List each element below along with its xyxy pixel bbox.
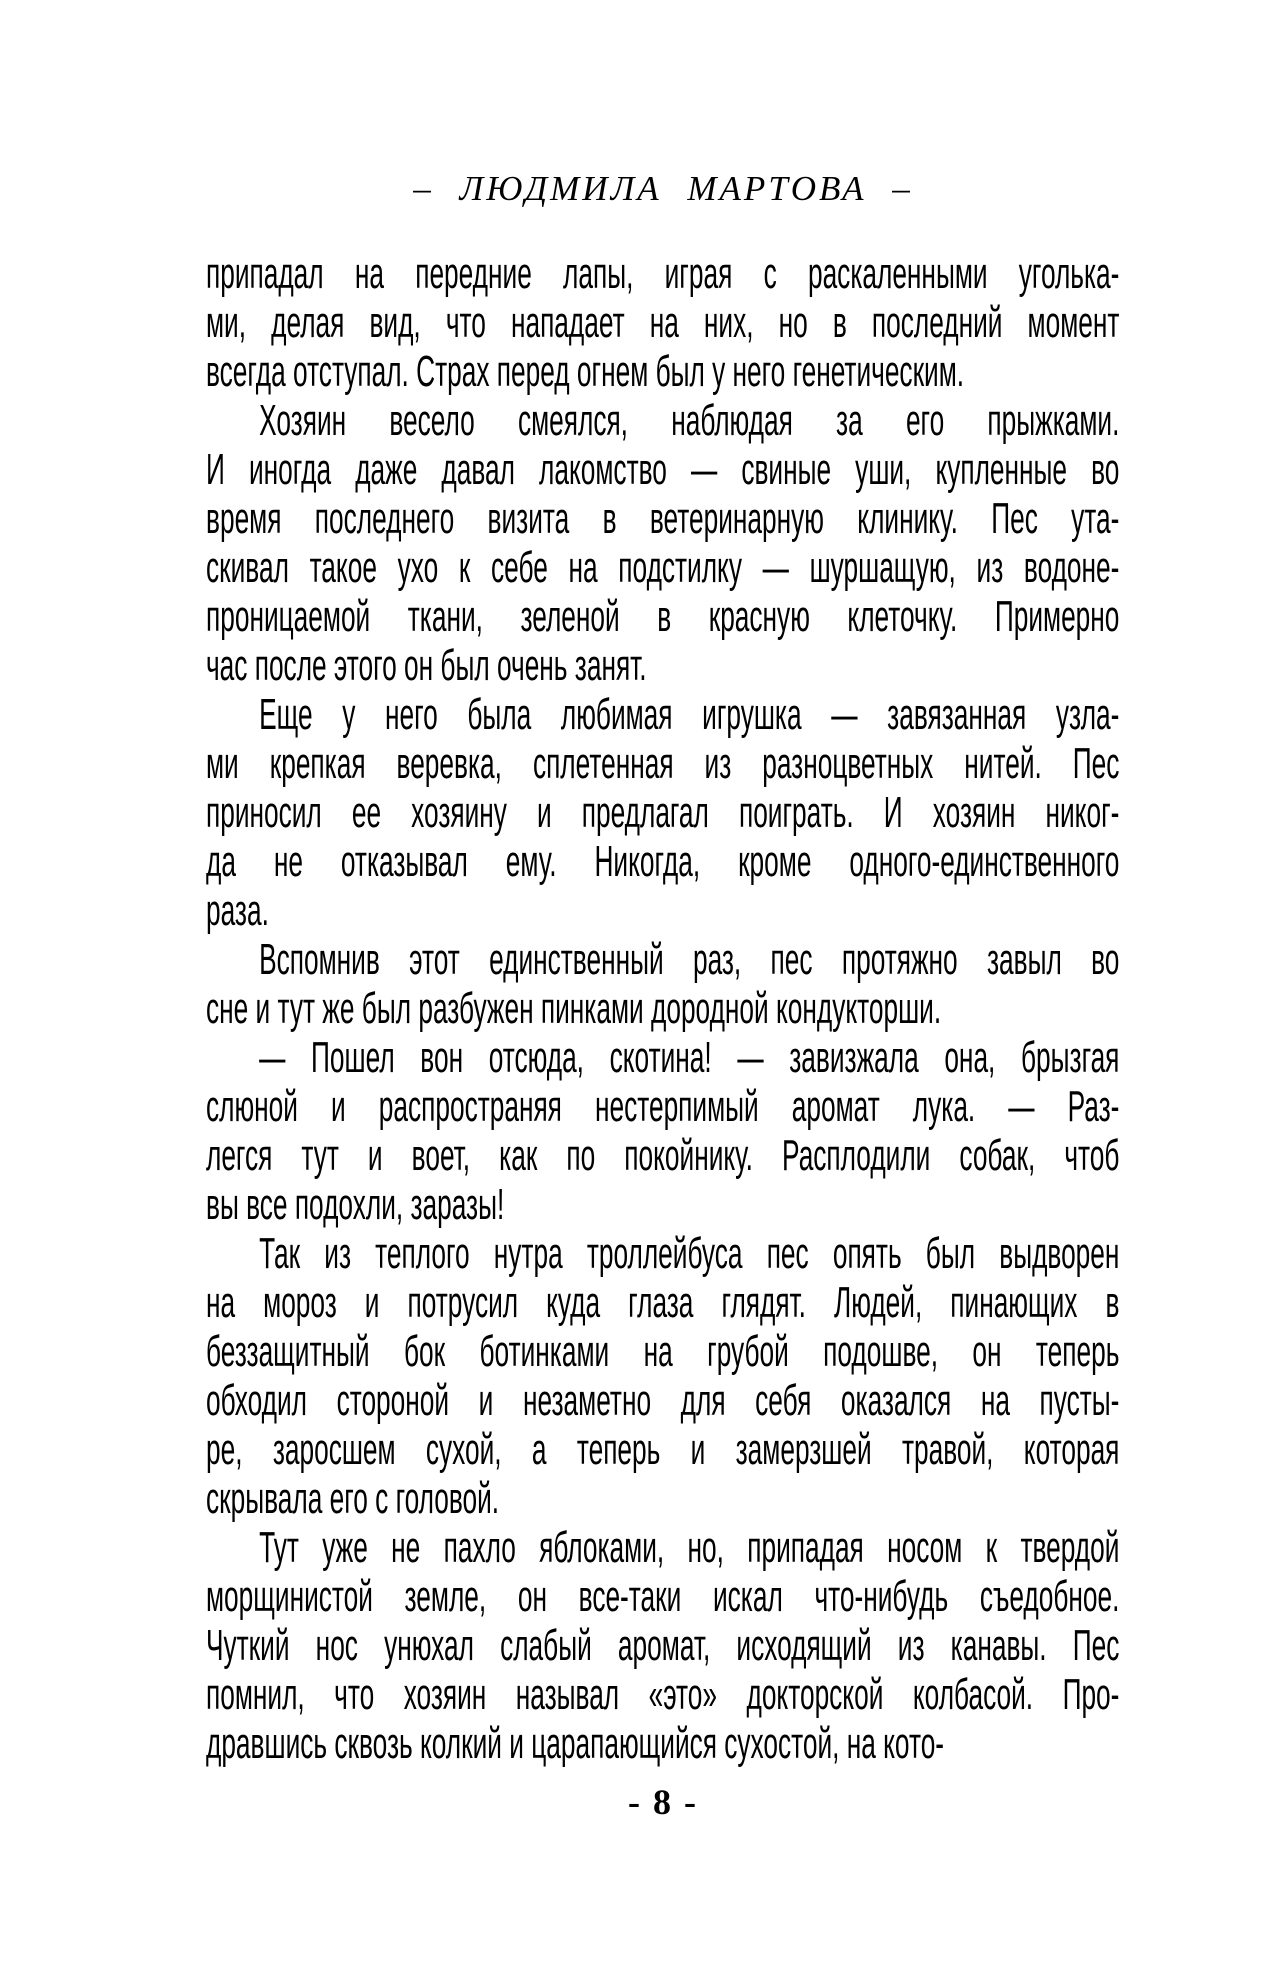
text-line: Еще у него была любимая игрушка — завязанная узла- bbox=[259, 690, 1120, 739]
text-line: скрывала его с головой. bbox=[206, 1474, 500, 1523]
text-line: Вспомнив этот единственный раз, пес протяжно завыл во bbox=[259, 935, 1120, 984]
text-line: час после этого он был очень занят. bbox=[206, 641, 647, 690]
text-line: сне и тут же был разбужен пинками дородной кондукторши. bbox=[206, 984, 942, 1033]
text-line: ре, заросшем сухой, а теперь и замерзшей травой, которая bbox=[206, 1425, 1120, 1474]
text-line: беззащитный бок ботинками на грубой подошве, он теперь bbox=[206, 1327, 1120, 1376]
text-line: морщинистой земле, он все-таки искал что-нибудь съедобное. bbox=[206, 1572, 1120, 1621]
text-line: на мороз и потрусил куда глаза глядят. Людей, пинающих в bbox=[206, 1278, 1120, 1327]
text-line: дравшись сквозь колкий и царапающийся сухостой, на кото- bbox=[206, 1719, 945, 1768]
page-number: - 8 - bbox=[628, 1782, 698, 1822]
text-line: раза. bbox=[206, 886, 269, 935]
text-line: легся тут и воет, как по покойнику. Расплодили собак, чтоб bbox=[206, 1131, 1120, 1180]
text-line: — Пошел вон отсюда, скотина! — завизжала она, брызгая bbox=[259, 1033, 1120, 1082]
text-line: всегда отступал. Страх перед огнем был у него генетическим. bbox=[206, 347, 965, 396]
text-line: припадал на передние лапы, играя с раскаленными уголька- bbox=[206, 249, 1120, 298]
text-line: скивал такое ухо к себе на подстилку — шуршащую, из водоне- bbox=[206, 543, 1120, 592]
text-line: слюной и распространяя нестерпимый аромат лука. — Раз- bbox=[206, 1082, 1120, 1131]
text-line: приносил ее хозяину и предлагал поиграть. И хозяин никог- bbox=[206, 788, 1120, 837]
text-line: Чуткий нос унюхал слабый аромат, исходящий из канавы. Пес bbox=[206, 1621, 1120, 1670]
text-line: помнил, что хозяин называл «это» докторской колбасой. Про- bbox=[206, 1670, 1120, 1719]
text-line: Так из теплого нутра троллейбуса пес опять был выдворен bbox=[259, 1229, 1120, 1278]
text-line: И иногда даже давал лакомство — свиные уши, купленные во bbox=[206, 445, 1120, 494]
text-line: Тут уже не пахло яблоками, но, припадая носом к твердой bbox=[259, 1523, 1120, 1572]
text-line: обходил стороной и незаметно для себя оказался на пусты- bbox=[206, 1376, 1120, 1425]
text-line: да не отказывал ему. Никогда, кроме одного-единственного bbox=[206, 837, 1120, 886]
text-line: проницаемой ткани, зеленой в красную клеточку. Примерно bbox=[206, 592, 1120, 641]
text-line: ми, делая вид, что нападает на них, но в последний момент bbox=[206, 298, 1120, 347]
text-line: вы все подохли, заразы! bbox=[206, 1180, 505, 1229]
text-line: Хозяин весело смеялся, наблюдая за его прыжками. bbox=[259, 396, 1120, 445]
text-line: время последнего визита в ветеринарную клинику. Пес ута- bbox=[206, 494, 1120, 543]
body-text bbox=[206, 249, 1119, 1768]
text-line: ми крепкая веревка, сплетенная из разноцветных нитей. Пес bbox=[206, 739, 1120, 788]
running-header: – ЛЮДМИЛА МАРТОВА – bbox=[413, 169, 913, 208]
